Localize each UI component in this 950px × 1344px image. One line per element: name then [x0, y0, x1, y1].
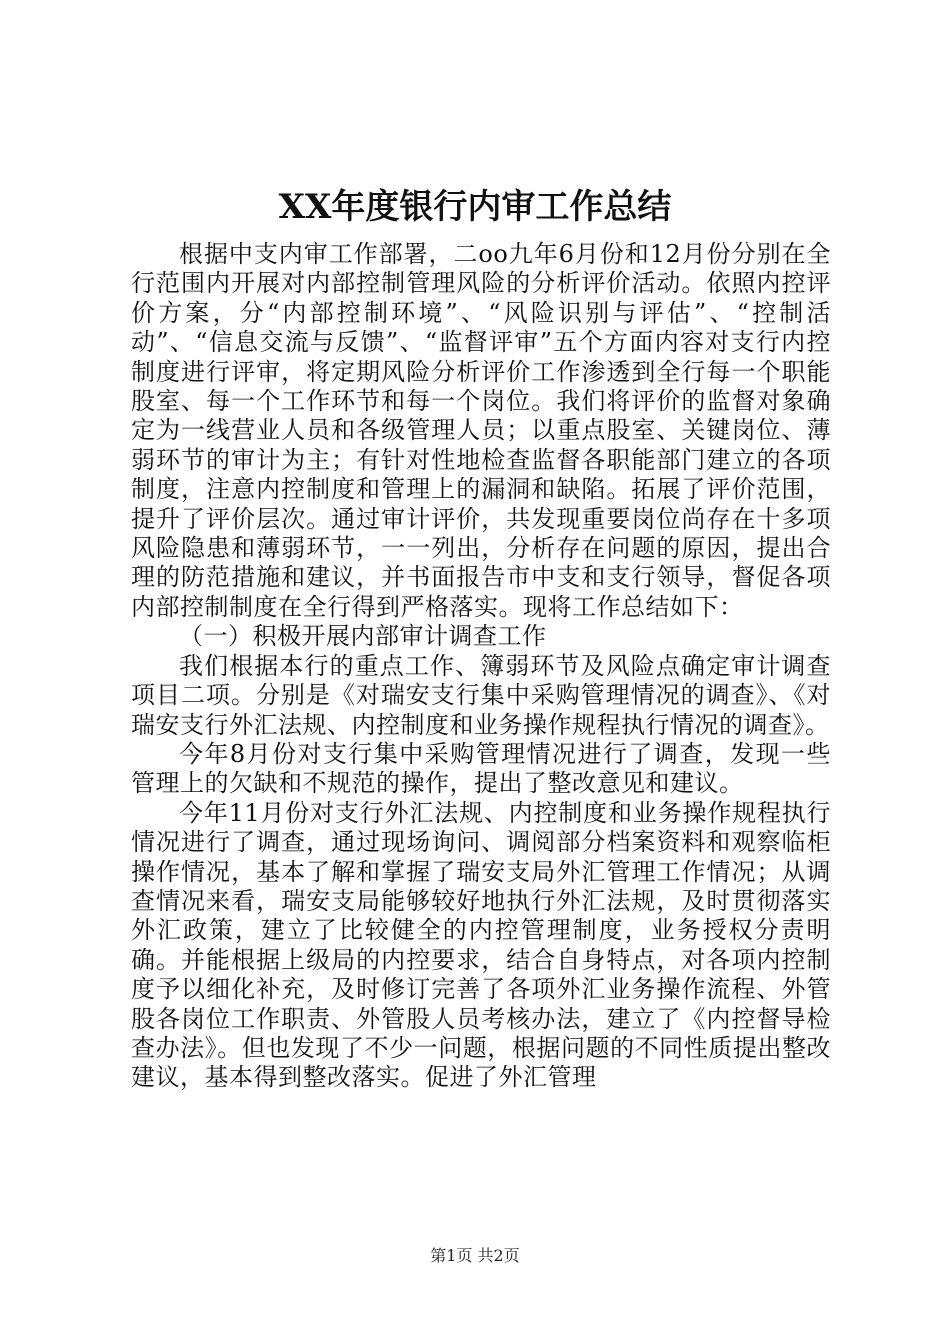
document-title: XX年度银行内审工作总结	[278, 187, 672, 227]
paragraph-november-survey: 今年11月份对支行外汇法规、内控制度和业务操作规程执行情况进行了调查，通过现场询问、调阅部分档案资料和观察临柜操作情况，基本了解和掌握了瑞安支局外汇管理工作情况；从调查情况来看，瑞安支局能够较好地执行外汇法规，及时贯彻落实外汇政策，建立了比较健全的内控管理制度，业务授权分责明确。并能根据上级局的内控要求，结合自身特点，对各项内控制度予以细化补充，及时修订完善了各项外汇业务操作流程、外管股各岗位工作职责、外管股人员考核办法，建立了《内控督导检查办法》。但也发现了不少一问题，根据问题的不同性质提出整改建议，基本得到整改落实。促进了外汇管理	[131, 798, 831, 1092]
document-body	[131, 240, 831, 1093]
paragraph-audit-projects: 我们根据本行的重点工作、簿弱环节及风险点确定审计调查项目二项。分别是《对瑞安支行集中采购管理情况的调查》、《对瑞安支行外汇法规、内控制度和业务操作规程执行情况的调查》。	[131, 651, 831, 739]
paragraph-august-survey: 今年8月份对支行集中采购管理情况进行了调查，发现一些管理上的欠缺和不规范的操作，提出了整改意见和建议。	[131, 739, 831, 798]
section-heading: （一）积极开展内部审计调查工作	[179, 622, 547, 651]
paragraph-intro: 根据中支内审工作部署，二oo九年6月份和12月份分别在全行范围内开展对内部控制管理风险的分析评价活动。依照内控评价方案，分“内部控制环境”、“风险识别与评估”、“控制活动”、“信息交流与反馈”、“监督评审”五个方面内容对支行内控制度进行评审，将定期风险分析评价工作渗透到全行每一个职能股室、每一个工作环节和每一个岗位。我们将评价的监督对象确定为一线营业人员和各级管理人员；以重点股室、关键岗位、薄弱环节的审计为主；有针对性地检查监督各职能部门建立的各项制度，注意内控制度和管理上的漏洞和缺陷。拓展了评价范围，提升了评价层次。通过审计评价，共发现重要岗位尚存在十多项风险隐患和薄弱环节，一一列出，分析存在问题的原因，提出合理的防范措施和建议，并书面报告市中支和支行领导，督促各项内部控制制度在全行得到严格落实。现将工作总结如下：	[131, 240, 831, 621]
page-footer: 第1页 共2页	[430, 1246, 520, 1265]
